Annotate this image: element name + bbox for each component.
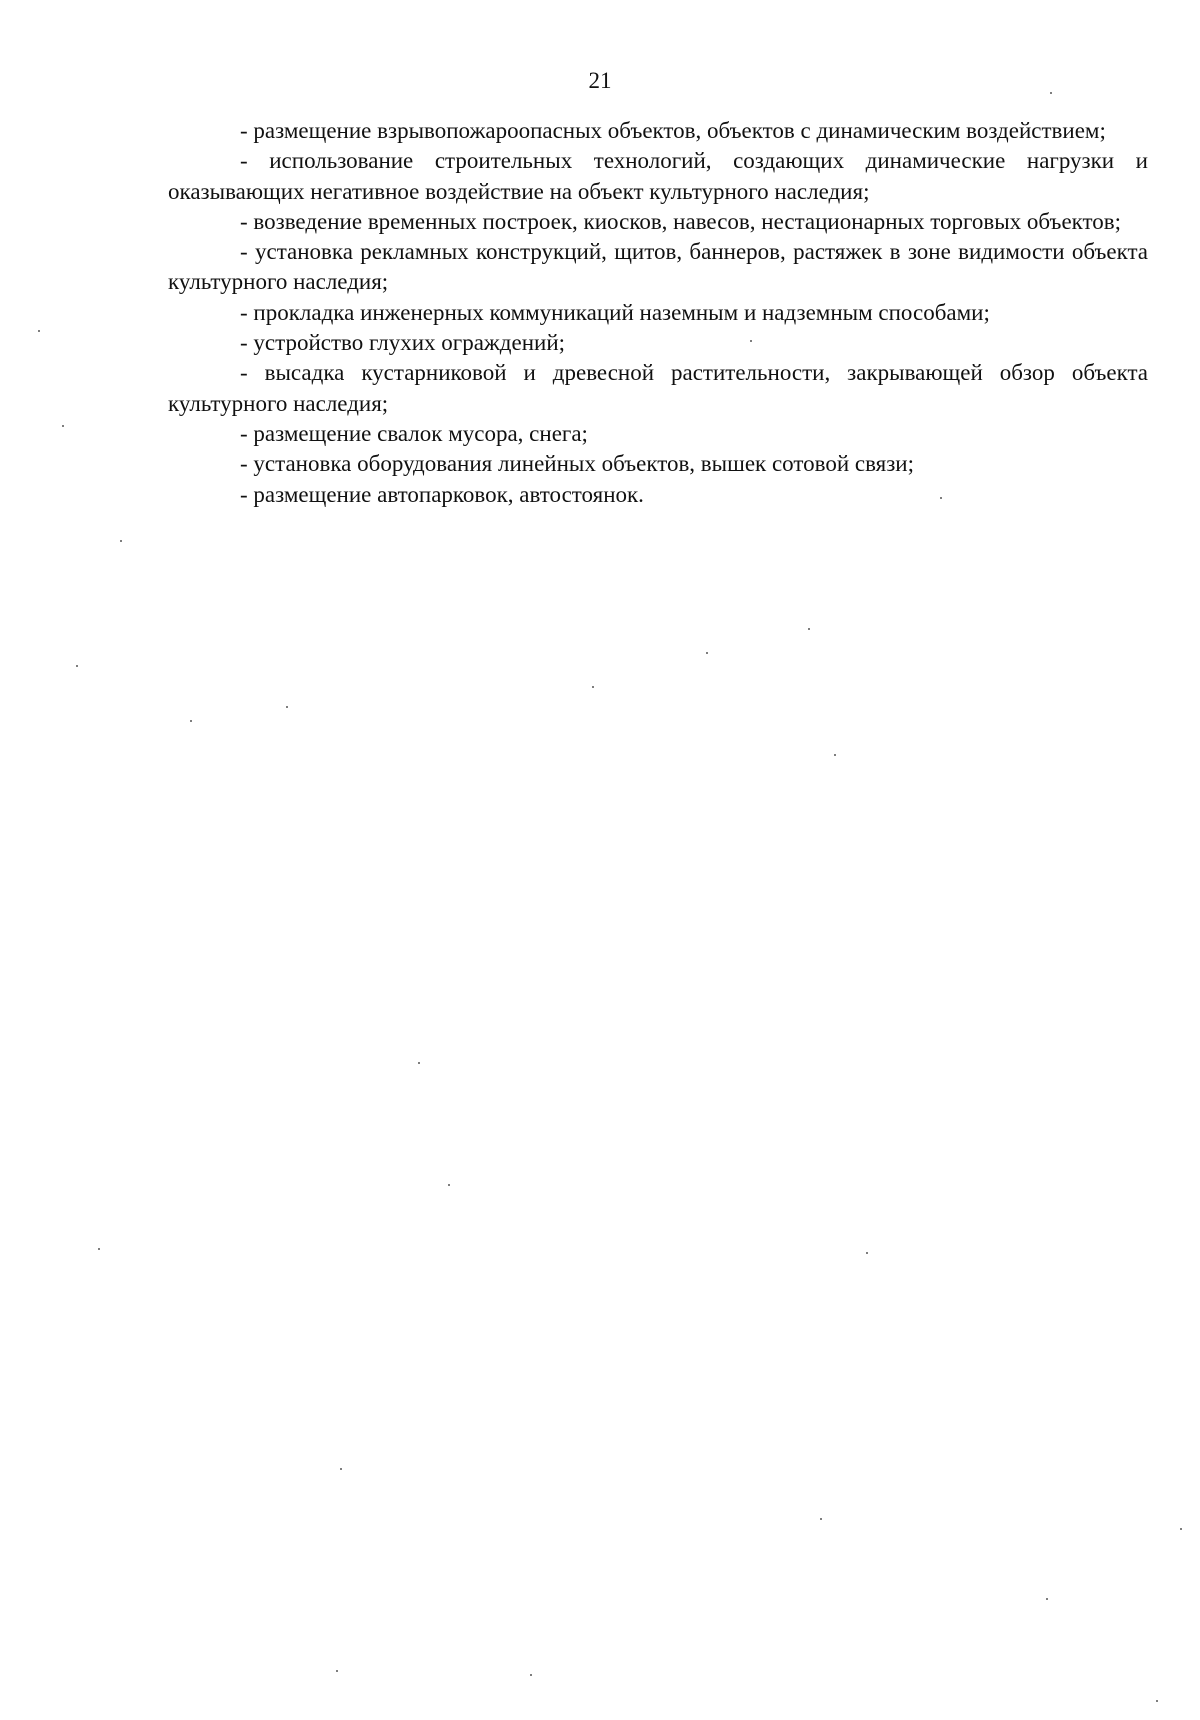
list-item: - возведение временных построек, киосков, навесов, нестационарных торговых объектов; — [240, 208, 1122, 234]
scan-speck — [866, 1252, 868, 1254]
scan-speck — [820, 1518, 822, 1520]
scan-speck — [1050, 92, 1052, 94]
scan-speck — [120, 540, 122, 542]
list-item: - размещение автопарковок, автостоянок. — [240, 481, 644, 507]
scan-speck — [530, 1674, 532, 1676]
scan-speck — [336, 1670, 338, 1672]
list-item: - установка рекламных конструкций, щитов, баннеров, растяжек в зоне видимости объекта культурного наследия; — [168, 239, 1148, 295]
list-item: - прокладка инженерных коммуникаций наземным и надземным способами; — [240, 299, 990, 325]
scan-speck — [1180, 1528, 1182, 1530]
list-item: - установка оборудования линейных объектов, вышек сотовой связи; — [240, 451, 915, 477]
scan-speck — [1046, 1598, 1048, 1600]
scan-speck — [190, 720, 192, 722]
scan-speck — [76, 665, 78, 667]
list-item: - использование строительных технологий, создающих динамические нагрузки и оказывающих негативное воздействие на объект культурного наследия; — [168, 148, 1148, 204]
scan-speck — [592, 686, 594, 688]
scan-speck — [1156, 1700, 1158, 1702]
list-item: - размещение свалок мусора, снега; — [240, 420, 588, 446]
scan-speck — [706, 652, 708, 654]
scan-speck — [750, 340, 752, 342]
list-item: - высадка кустарниковой и древесной растительности, закрывающей обзор объекта культурного наследия; — [168, 360, 1148, 416]
scan-speck — [62, 425, 64, 427]
scan-speck — [38, 330, 40, 332]
restrictions-list — [168, 116, 1148, 510]
list-item: - устройство глухих ограждений; — [240, 330, 566, 356]
scan-speck — [834, 754, 836, 756]
scan-speck — [418, 1062, 420, 1064]
scan-speck — [286, 706, 288, 708]
scan-speck — [340, 1468, 342, 1470]
scan-speck — [98, 1248, 100, 1250]
scan-speck — [808, 628, 810, 630]
list-item: - размещение взрывопожароопасных объектов, объектов с динамическим воздействием; — [240, 118, 1106, 143]
scan-speck — [940, 497, 942, 499]
scan-speck — [448, 1184, 450, 1186]
page-number: 21 — [588, 68, 612, 93]
